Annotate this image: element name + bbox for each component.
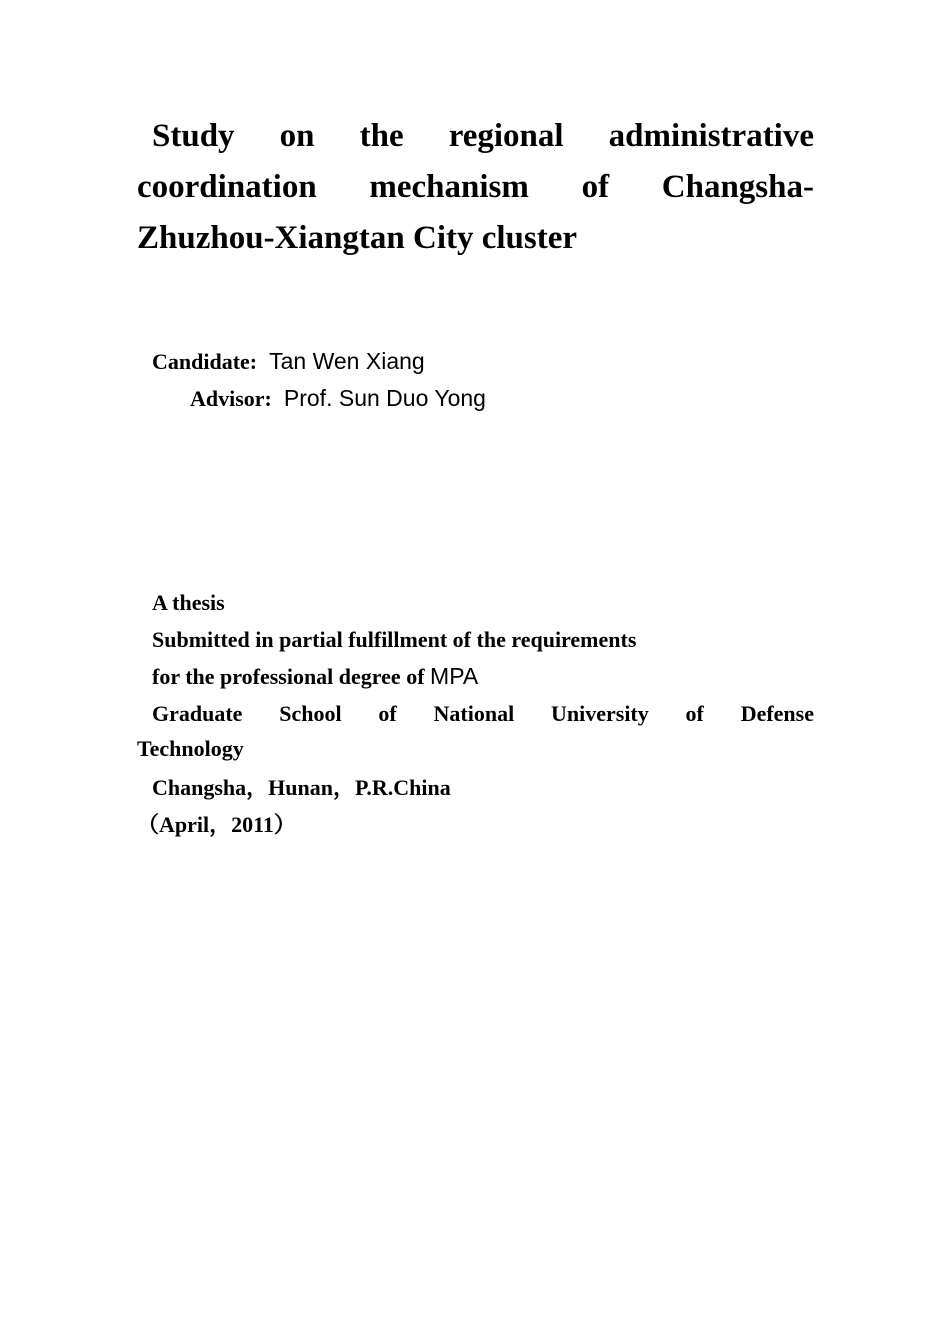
submission-line-requirements: Submitted in partial fulfillment of the requirements <box>152 627 637 652</box>
institution-line-2: Technology <box>137 736 244 761</box>
candidate-name: Tan Wen Xiang <box>269 348 425 374</box>
candidate-label: Candidate: <box>152 349 258 374</box>
submission-block <box>137 584 814 843</box>
date-line: （April，2011） <box>137 812 296 837</box>
degree-name: MPA <box>430 663 479 689</box>
degree-prefix: for the professional degree of <box>152 664 431 689</box>
advisor-row <box>190 382 486 414</box>
candidate-row <box>152 345 425 377</box>
submission-line-degree <box>137 658 814 695</box>
location-line: Changsha，Hunan，P.R.China <box>152 775 451 800</box>
thesis-title: Study on the regional administrative coordination mechanism of Changsha-Zhuzhou-Xiangtan City cluster <box>137 118 814 256</box>
advisor-name: Prof. Sun Duo Yong <box>283 385 486 411</box>
submission-line-thesis: A thesis <box>152 590 225 615</box>
advisor-label: Advisor: <box>190 386 272 411</box>
institution-line-1: Graduate School of National University of Defense <box>152 701 814 726</box>
